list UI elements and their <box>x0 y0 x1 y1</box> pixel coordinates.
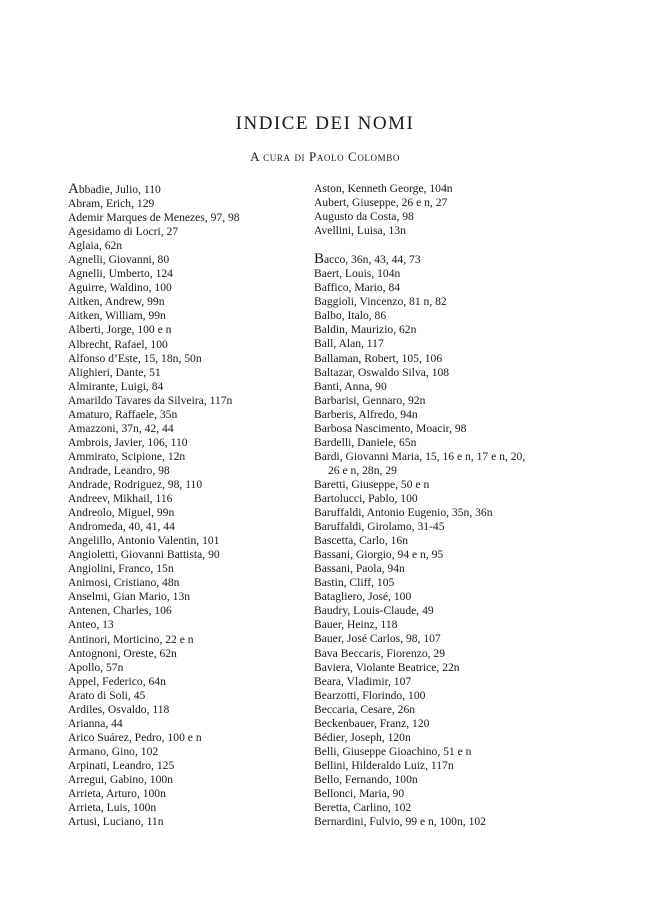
index-entry: Banti, Anna, 90 <box>314 379 387 393</box>
index-entry: Baldin, Maurizio, 62n <box>314 323 417 337</box>
index-entry: Agnelli, Giovanni, 80 <box>68 253 170 267</box>
index-entry: Augusto da Costa, 98 <box>314 210 414 224</box>
index-entry: Bauer, José Carlos, 98, 107 <box>314 632 441 646</box>
index-entry: Appel, Federico, 64n <box>68 674 166 688</box>
index-entry: Angelillo, Antonio Valentin, 101 <box>68 534 220 548</box>
index-entry: Bastin, Cliff, 105 <box>314 576 395 590</box>
index-entry: Anteo, 13 <box>68 618 114 632</box>
index-entry: Antinori, Morticino, 22 e n <box>68 632 194 646</box>
index-entry: Alighieri, Dante, 51 <box>68 365 161 379</box>
index-entry: Anselmi, Gian Mario, 13n <box>68 590 191 604</box>
index-entry: Baggioli, Vincenzo, 81 n, 82 <box>314 295 447 309</box>
index-entry: Aitken, William, 99n <box>68 309 166 323</box>
index-entry: Bartolucci, Pablo, 100 <box>314 491 418 505</box>
page-title: INDICE DEI NOMI <box>235 113 415 134</box>
index-entry: Amarildo Tavares da Silveira, 117n <box>68 393 233 407</box>
index-entry: Ballaman, Robert, 105, 106 <box>314 351 443 365</box>
index-entry: Belli, Giuseppe Gioachino, 51 e n <box>314 744 472 758</box>
index-entry: Beckenbauer, Franz, 120 <box>314 716 430 730</box>
index-entry: Batagliero, José, 100 <box>314 590 412 604</box>
page-subtitle: A cura di Paolo Colombo <box>250 149 400 164</box>
index-entry: Aguirre, Waldino, 100 <box>68 281 172 295</box>
index-entry: Andrade, Rodriguez, 98, 110 <box>68 477 203 491</box>
index-entry: Amaturo, Raffaele, 35n <box>68 407 178 421</box>
index-entry: Barbarisi, Gennaro, 92n <box>314 393 426 407</box>
index-entry: Ardiles, Osvaldo, 118 <box>68 702 170 716</box>
index-entry: Angiolini, Franco, 15n <box>68 562 174 576</box>
index-entry: Beccaria, Cesare, 26n <box>314 702 416 716</box>
index-column-right <box>314 182 574 829</box>
index-entry: Arrieta, Luis, 100n <box>68 801 157 815</box>
index-entry: Arregui, Gabino, 100n <box>68 772 173 786</box>
index-entry: Antenen, Charles, 106 <box>68 604 172 618</box>
index-entry: Agesidamo di Locri, 27 <box>68 225 179 239</box>
index-entry: Arrieta, Arturo, 100n <box>68 787 166 801</box>
index-entry: Ammirato, Scipione, 12n <box>68 449 186 463</box>
index-entry: Aubert, Giuseppe, 26 e n, 27 <box>314 196 448 210</box>
index-entry: Bello, Fernando, 100n <box>314 772 418 786</box>
index-entry: Alberti, Jorge, 100 e n <box>68 323 172 337</box>
index-entry: Ambrois, Javier, 106, 110 <box>68 435 188 449</box>
index-entry: Ademir Marques de Menezes, 97, 98 <box>68 211 240 225</box>
index-entry: Agnelli, Umberto, 124 <box>68 267 173 281</box>
index-entry: Bernardini, Fulvio, 99 e n, 100n, 102 <box>314 815 486 829</box>
index-entry: Arato di Soli, 45 <box>68 688 146 702</box>
index-entry: Arpinati, Leandro, 125 <box>68 758 175 772</box>
index-entry: Baretti, Giuseppe, 50 e n <box>314 477 430 491</box>
index-entry: Antognoni, Oreste, 62n <box>68 646 177 660</box>
index-entry: Baudry, Louis-Claude, 49 <box>314 604 434 618</box>
index-entry: Artusi, Luciano, 11n <box>68 815 164 829</box>
index-entry: Alfonso d’Este, 15, 18n, 50n <box>68 351 202 365</box>
index-entry-continuation: 26 e n, 28n, 29 <box>328 463 397 477</box>
index-entry: Albrecht, Rafael, 100 <box>68 337 168 351</box>
index-entry: Bearzotti, Florindo, 100 <box>314 688 426 702</box>
index-entry: Bassani, Giorgio, 94 e n, 95 <box>314 548 444 562</box>
index-entry: Amazzoni, 37n, 42, 44 <box>68 421 174 435</box>
index-entry: Arico Suárez, Pedro, 100 e n <box>68 730 202 744</box>
index-entry: Animosi, Cristiano, 48n <box>68 576 180 590</box>
index-entry: Baruffaldi, Antonio Eugenio, 35n, 36n <box>314 506 493 520</box>
index-entry: Beretta, Carlino, 102 <box>314 801 412 815</box>
index-entry: Aglaia, 62n <box>68 239 123 253</box>
index-entry: Bellonci, Maria, 90 <box>314 786 405 800</box>
index-entry: Baffico, Mario, 84 <box>314 281 401 295</box>
index-entry: Balbo, Italo, 86 <box>314 309 387 323</box>
index-entry: Bava Beccaris, Fiorenzo, 29 <box>314 646 446 660</box>
index-entry: Bardi, Giovanni Maria, 15, 16 e n, 17 e n, 20, <box>314 449 526 463</box>
index-entry: Andromeda, 40, 41, 44 <box>68 520 175 534</box>
index-entry: Angioletti, Giovanni Battista, 90 <box>68 548 220 562</box>
index-entry: Arianna, 44 <box>68 716 123 730</box>
index-column-left <box>68 182 300 829</box>
index-entry: Armano, Gino, 102 <box>68 744 159 758</box>
index-entry: Beara, Vladimir, 107 <box>314 674 412 688</box>
index-entry: Bascetta, Carlo, 16n <box>314 534 409 548</box>
index-entry: Aitken, Andrew, 99n <box>68 295 165 309</box>
index-entry: Bassani, Paola, 94n <box>314 562 405 576</box>
index-entry: Bardelli, Daniele, 65n <box>314 435 417 449</box>
index-entry: Avellini, Luisa, 13n <box>314 224 406 238</box>
index-entry: Barbosa Nascimento, Moacir, 98 <box>314 421 467 435</box>
letter-section-gap <box>314 238 574 252</box>
index-entry: Andrade, Leandro, 98 <box>68 463 170 477</box>
index-entry: Baruffaldi, Girolamo, 31-45 <box>314 520 445 534</box>
index-entry: Apollo, 57n <box>68 660 124 674</box>
index-entry: Bauer, Heinz, 118 <box>314 618 398 632</box>
index-entry: Baltazar, Oswaldo Silva, 108 <box>314 365 450 379</box>
index-entry: Barberis, Alfredo, 94n <box>314 407 418 421</box>
index-entry: Andreev, Mikhail, 116 <box>68 492 173 506</box>
index-entry: Bacco, 36n, 43, 44, 73 <box>314 251 421 268</box>
index-entry: Almirante, Luigi, 84 <box>68 379 164 393</box>
index-entry: Ball, Alan, 117 <box>314 337 384 351</box>
index-entry: Baert, Louis, 104n <box>314 267 401 281</box>
index-entry: Bédier, Joseph, 120n <box>314 730 411 744</box>
index-entry: Baviera, Violante Beatrice, 22n <box>314 660 460 674</box>
index-entry: Abram, Erich, 129 <box>68 197 155 211</box>
index-entry: Bellini, Hilderaldo Luiz, 117n <box>314 758 454 772</box>
index-entry: Andreolo, Miguel, 99n <box>68 506 175 520</box>
index-entry: Abbadie, Julio, 110 <box>68 181 161 197</box>
index-entry: Aston, Kenneth George, 104n <box>314 182 453 195</box>
